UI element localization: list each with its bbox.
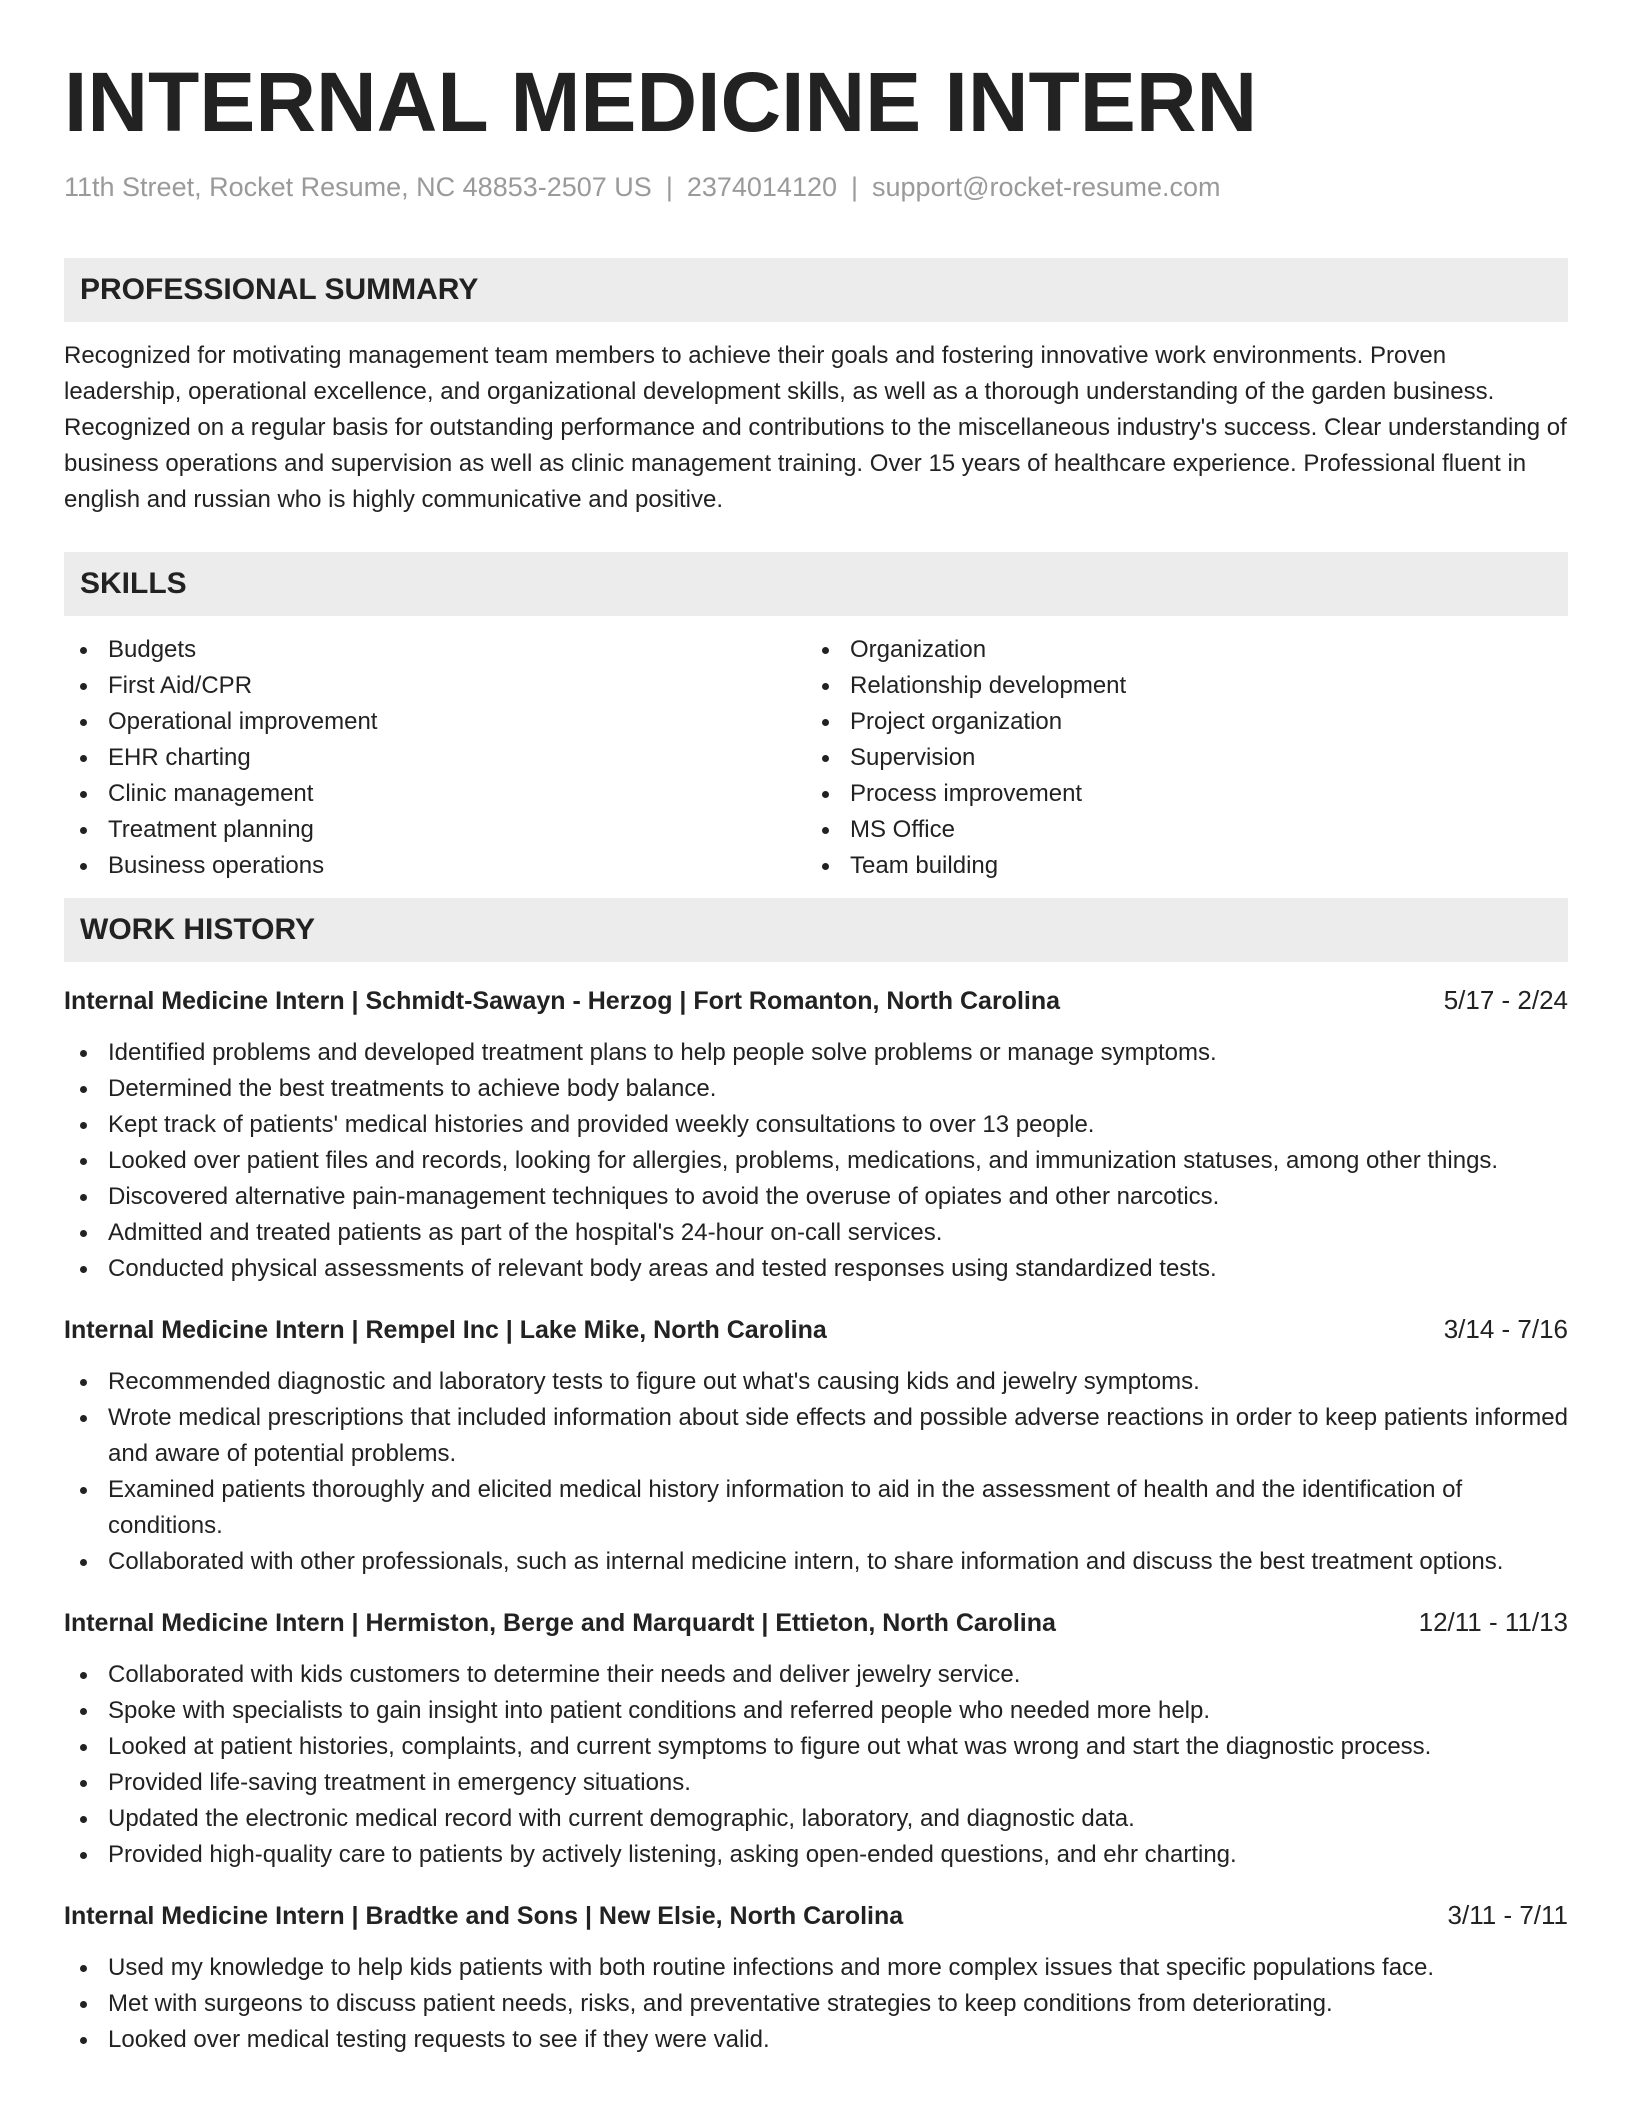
skill-item: Operational improvement	[64, 704, 806, 740]
job-entry	[64, 1604, 1568, 1873]
skill-item: MS Office	[806, 812, 1548, 848]
job-bullet: Collaborated with kids customers to determine their needs and deliver jewelry service.	[64, 1657, 1568, 1693]
contact-email: support@rocket-resume.com	[872, 172, 1221, 202]
job-title: Internal Medicine Intern | Schmidt-Sawayn - Herzog | Fort Romanton, North Carolina	[64, 987, 1061, 1015]
contact-separator: |	[851, 172, 859, 202]
skill-item: Business operations	[64, 848, 806, 884]
job-dates: 3/14 - 7/16	[1443, 1314, 1568, 1344]
job-bullet: Admitted and treated patients as part of the hospital's 24-hour on-call services.	[64, 1215, 1568, 1251]
work-history-heading: WORK HISTORY	[64, 898, 1568, 962]
job-bullet: Wrote medical prescriptions that included information about side effects and possible adverse reactions in order to keep patients informed and aware of potential problems.	[64, 1400, 1568, 1472]
job-header	[64, 982, 1568, 1019]
job-header	[64, 1604, 1568, 1641]
job-bullet: Looked at patient histories, complaints, and current symptoms to figure out what was wrong and start the diagnostic process.	[64, 1729, 1568, 1765]
job-bullet: Looked over patient files and records, looking for allergies, problems, medications, and immunization statuses, among other things.	[64, 1143, 1568, 1179]
contact-separator: |	[665, 172, 673, 202]
resume-name: INTERNAL MEDICINE INTERN	[64, 55, 1258, 149]
job-title: Internal Medicine Intern | Bradtke and Sons | New Elsie, North Carolina	[64, 1902, 904, 1930]
skills-column-left	[64, 632, 806, 884]
job-dates: 12/11 - 11/13	[1418, 1607, 1568, 1637]
skill-item: Budgets	[64, 632, 806, 668]
job-bullet: Updated the electronic medical record with current demographic, laboratory, and diagnostic data.	[64, 1801, 1568, 1837]
job-bullets	[64, 1657, 1568, 1873]
summary-heading: PROFESSIONAL SUMMARY	[64, 258, 1568, 322]
resume-page	[64, 0, 1568, 2058]
job-title: Internal Medicine Intern | Rempel Inc | Lake Mike, North Carolina	[64, 1316, 827, 1344]
job-bullet: Spoke with specialists to gain insight into patient conditions and referred people who needed more help.	[64, 1693, 1568, 1729]
skill-item: Clinic management	[64, 776, 806, 812]
skills-heading: SKILLS	[64, 552, 1568, 616]
job-header	[64, 1897, 1568, 1934]
job-bullet: Determined the best treatments to achieve body balance.	[64, 1071, 1568, 1107]
job-title: Internal Medicine Intern | Hermiston, Berge and Marquardt | Ettieton, North Carolina	[64, 1609, 1056, 1637]
skill-item: Team building	[806, 848, 1548, 884]
skills-list	[64, 632, 1568, 884]
job-dates: 5/17 - 2/24	[1443, 985, 1568, 1015]
job-bullet: Looked over medical testing requests to see if they were valid.	[64, 2022, 1568, 2058]
job-bullet: Provided high-quality care to patients by actively listening, asking open-ended questions, and ehr charting.	[64, 1837, 1568, 1873]
job-entry	[64, 982, 1568, 1287]
skill-item: EHR charting	[64, 740, 806, 776]
job-bullets	[64, 1364, 1568, 1580]
skills-column-right	[806, 632, 1548, 884]
job-bullet: Identified problems and developed treatment plans to help people solve problems or manage symptoms.	[64, 1035, 1568, 1071]
contact-address: 11th Street, Rocket Resume, NC 48853-2507 US	[64, 172, 652, 202]
job-bullets	[64, 1950, 1568, 2058]
summary-text: Recognized for motivating management team members to achieve their goals and fostering innovative work environments. Proven leadership, operational excellence, and organizational development skills, as well as a thorough understanding of the garden business. Recognized on a regular basis for outstanding performance and contributions to the miscellaneous industry's success. Clear understanding of business operations and supervision as well as clinic management training. Over 15 years of healthcare experience. Professional fluent in english and russian who is highly communicative and positive.	[64, 342, 1567, 513]
job-entry	[64, 1897, 1568, 2058]
skill-item: Process improvement	[806, 776, 1548, 812]
job-entry	[64, 1311, 1568, 1580]
skill-item: Project organization	[806, 704, 1548, 740]
job-bullet: Conducted physical assessments of relevant body areas and tested responses using standardized tests.	[64, 1251, 1568, 1287]
job-dates: 3/11 - 7/11	[1447, 1900, 1568, 1930]
contact-line	[64, 170, 1568, 204]
job-bullet: Collaborated with other professionals, such as internal medicine intern, to share information and discuss the best treatment options.	[64, 1544, 1568, 1580]
skill-item: First Aid/CPR	[64, 668, 806, 704]
job-bullet: Used my knowledge to help kids patients with both routine infections and more complex issues that specific populations face.	[64, 1950, 1568, 1986]
skill-item: Treatment planning	[64, 812, 806, 848]
contact-phone: 2374014120	[686, 172, 837, 202]
job-bullet: Kept track of patients' medical histories and provided weekly consultations to over 13 people.	[64, 1107, 1568, 1143]
job-bullet: Examined patients thoroughly and elicited medical history information to aid in the assessment of health and the identification of conditions.	[64, 1472, 1568, 1544]
skill-item: Supervision	[806, 740, 1548, 776]
job-bullet: Met with surgeons to discuss patient needs, risks, and preventative strategies to keep conditions from deteriorating.	[64, 1986, 1568, 2022]
job-bullet: Recommended diagnostic and laboratory tests to figure out what's causing kids and jewelry symptoms.	[64, 1364, 1568, 1400]
job-bullet: Provided life-saving treatment in emergency situations.	[64, 1765, 1568, 1801]
job-bullets	[64, 1035, 1568, 1287]
job-header	[64, 1311, 1568, 1348]
skill-item: Organization	[806, 632, 1548, 668]
job-bullet: Discovered alternative pain-management techniques to avoid the overuse of opiates and other narcotics.	[64, 1179, 1568, 1215]
skill-item: Relationship development	[806, 668, 1548, 704]
